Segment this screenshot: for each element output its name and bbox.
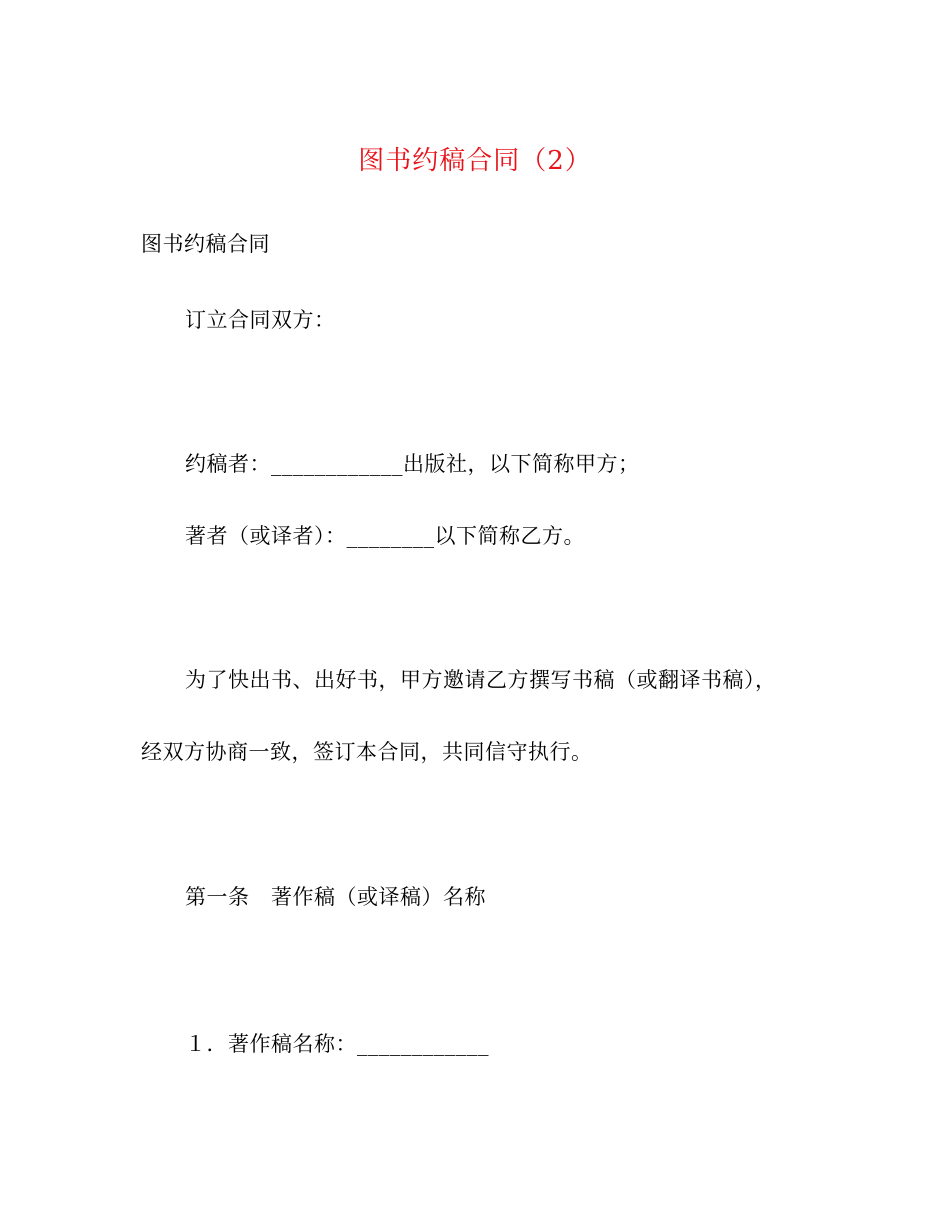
parties-label: 订立合同双方： <box>185 308 336 332</box>
party-a-line: 约稿者：____________出版社，以下简称甲方； <box>185 452 640 476</box>
article-1-title: 第一条 著作稿（或译稿）名称 <box>185 885 486 909</box>
preamble-line-2: 经双方协商一致，签订本合同，共同信守执行。 <box>141 740 593 764</box>
preamble-line-1: 为了快出书、出好书，甲方邀请乙方撰写书稿（或翻译书稿）， <box>185 668 777 692</box>
article-1-item-1: １．著作稿名称：____________ <box>185 1032 489 1056</box>
contract-heading: 图书约稿合同 <box>141 232 270 256</box>
party-b-line: 著者（或译者）：________以下简称乙方。 <box>185 524 585 548</box>
document-title: 图书约稿合同（2） <box>358 146 592 176</box>
